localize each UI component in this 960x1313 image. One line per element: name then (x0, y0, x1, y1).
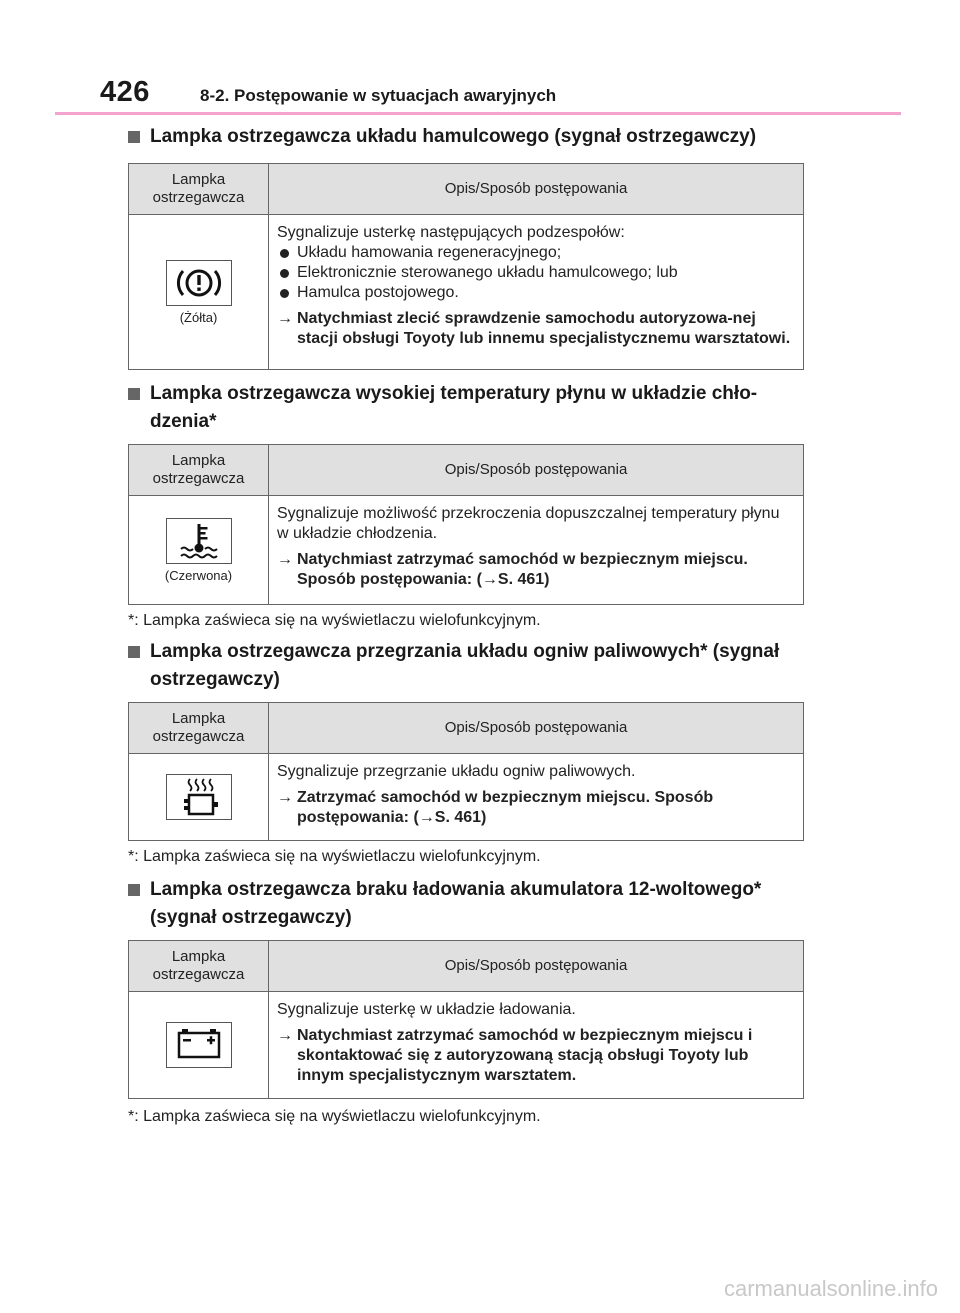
table-row (129, 754, 804, 841)
header-warning-light: Lampka ostrzegawcza (129, 445, 269, 496)
header-warning-light: Lampka ostrzegawcza (129, 941, 269, 992)
action-instruction: → Natychmiast zatrzymać samochód w bezpiecznym miejscu. Sposób postępowania: (→S. 461) (277, 551, 748, 588)
table-header-row (129, 703, 804, 754)
battery-charge-svg (167, 1023, 231, 1067)
table-row (129, 992, 804, 1099)
action-instruction: → Natychmiast zatrzymać samochód w bezpiecznym miejscu i skontaktować się z autoryzowaną stacją obsługi Toyoty lub innym specjalistycznym warsztatem. (277, 1027, 753, 1084)
watermark: carmanualsonline.info (723, 1276, 938, 1301)
bullet-list (277, 243, 795, 303)
description-cell (269, 215, 804, 370)
fuel-cell-warning-table (128, 702, 804, 841)
footnote: *: Lampka zaświeca się na wyświetlaczu wielofunkcyjnym. (128, 848, 541, 865)
battery-charge-icon (166, 1022, 232, 1068)
action-instruction: → Zatrzymać samochód w bezpiecznym miejscu. Sposób postępowania: (→S. 461) (277, 789, 714, 826)
fuel-cell-overheat-icon (166, 774, 232, 820)
description-intro: Sygnalizuje usterkę w układzie ładowania. (277, 1001, 576, 1018)
section-marker (128, 646, 140, 658)
chapter-title: 8-2. Postępowanie w sytuacjach awaryjnych (200, 86, 557, 105)
section-marker (128, 884, 140, 896)
coolant-warning-table (128, 444, 804, 605)
header-divider (55, 112, 901, 115)
action-instruction: → Natychmiast zlecić sprawdzenie samochodu autoryzowa-nej stacji obsługi Toyoty lub innemu specjalistycznemu warsztatowi. (277, 310, 791, 347)
icon-cell (129, 215, 269, 370)
table-header-row (129, 941, 804, 992)
page-header (0, 0, 960, 118)
list-item: Układu hamowania regeneracyjnego; (277, 243, 795, 263)
table-row (129, 215, 804, 370)
description-intro: Sygnalizuje przegrzanie układu ogniw paliwowych. (277, 763, 636, 780)
description-cell (269, 496, 804, 605)
section-title-coolant: Lampka ostrzegawcza wysokiej temperatury płynu w układzie chło-dzenia* (128, 380, 808, 436)
fuel-cell-overheat-svg (167, 775, 231, 819)
battery-warning-table (128, 940, 804, 1099)
table-header-row (129, 445, 804, 496)
brake-warning-table (128, 163, 804, 370)
brake-warning-svg (167, 261, 231, 305)
icon-cell (129, 992, 269, 1099)
section-title-fuel-cell: Lampka ostrzegawcza przegrzania układu ogniw paliwowych* (sygnał ostrzegawczy) (128, 638, 808, 694)
page-number: 426 (100, 76, 150, 108)
description-cell (269, 754, 804, 841)
description-intro: Sygnalizuje usterkę następujących podzespołów: (277, 224, 625, 241)
coolant-temperature-icon (166, 518, 232, 564)
brake-warning-icon (166, 260, 232, 306)
list-item: Hamulca postojowego. (277, 283, 795, 303)
header-description: Opis/Sposób postępowania (269, 164, 804, 215)
arrow-icon: → (277, 789, 293, 806)
icon-color-caption: (Czerwona) (164, 567, 233, 583)
icon-cell (129, 496, 269, 605)
table-row (129, 496, 804, 605)
header-description: Opis/Sposób postępowania (269, 445, 804, 496)
section-marker (128, 131, 140, 143)
icon-cell (129, 754, 269, 841)
section-title-brake: Lampka ostrzegawcza układu hamulcowego (sygnał ostrzegawczy) (128, 123, 808, 151)
table-header-row (129, 164, 804, 215)
icon-color-caption: (Żółta) (179, 309, 218, 325)
arrow-icon: → (277, 551, 293, 568)
header-warning-light: Lampka ostrzegawcza (129, 164, 269, 215)
header-description: Opis/Sposób postępowania (269, 941, 804, 992)
section-title-battery: Lampka ostrzegawcza braku ładowania akumulatora 12-woltowego* (sygnał ostrzegawczy) (128, 876, 808, 932)
header-description: Opis/Sposób postępowania (269, 703, 804, 754)
description-cell (269, 992, 804, 1099)
arrow-icon: → (277, 1027, 293, 1044)
section-marker (128, 388, 140, 400)
list-item: Elektronicznie sterowanego układu hamulcowego; lub (277, 263, 795, 283)
description-intro: Sygnalizuje możliwość przekroczenia dopuszczalnej temperatury płynu w układzie chłodzenia. (277, 505, 780, 542)
footnote: *: Lampka zaświeca się na wyświetlaczu wielofunkcyjnym. (128, 612, 541, 629)
footnote: *: Lampka zaświeca się na wyświetlaczu wielofunkcyjnym. (128, 1108, 541, 1125)
coolant-temperature-svg (167, 519, 231, 563)
header-warning-light: Lampka ostrzegawcza (129, 703, 269, 754)
arrow-icon: → (277, 310, 293, 327)
